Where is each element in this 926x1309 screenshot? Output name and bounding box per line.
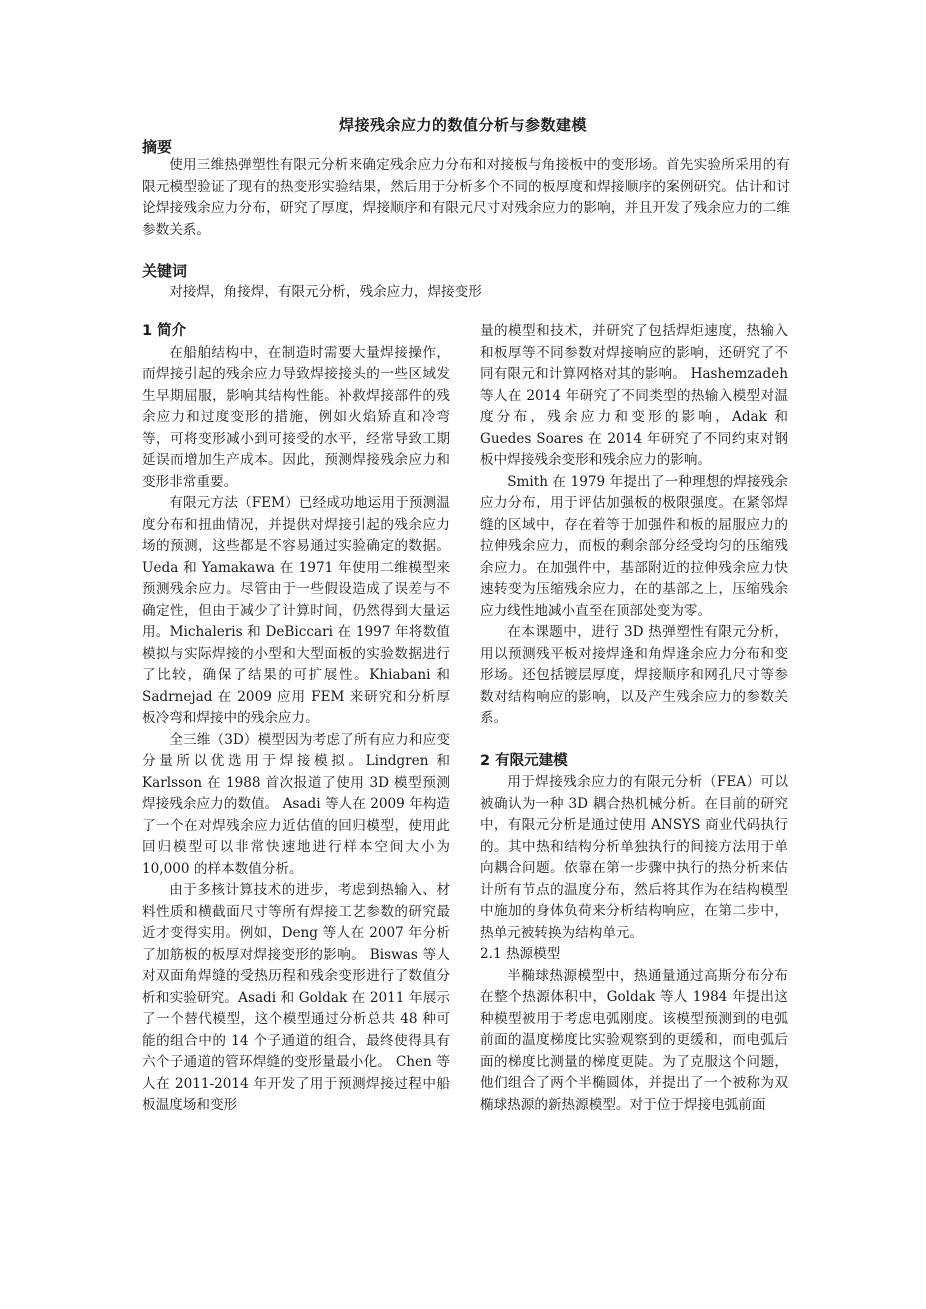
- section1-heading: 1 简介: [142, 323, 187, 339]
- section1-paragraph: 有限元方法（FEM）已经成功地运用于预测温度分布和扭曲情况，并提供对焊接引起的残余应力场的预测，这些都是不容易通过实验确定的数据。 Ueda 和 Yamakawa 在 1971 年使用二维模型来预测残余应力。尽管由于一些假设造成了误差与不确定性，但由于减少了计算时间，仍然得到大量运用。Michaleris 和 DeBiccari 在 1997 年将数值模拟与实际焊接的小型和大型面板的实验数据进行了比较，确保了结果的可扩展性。Khiabani 和 Sadrnejad 在 2009 应用 FEM 来研究和分析厚板冷弯和焊接中的残余应力。: [142, 495, 450, 726]
- right-column: [480, 321, 788, 1116]
- section2-paragraph: 用于焊接残余应力的有限元分析（FEA）可以被确认为一种 3D 耦合热机械分析。在目前的研究中，有限元分析是通过使用 ANSYS 商业代码执行的。其中热和结构分析单独执行的间接方法用于单向耦合问题。依靠在第一步骤中执行的热分析来估计所有节点的温度分布，然后将其作为在结构模型中施加的身体负荷来分析结构响应，在第二步中，热单元被转换为结构单元。: [480, 774, 788, 941]
- section2-heading: 2 有限元建模: [480, 752, 568, 769]
- left-column: [142, 321, 450, 1117]
- abstract-text: 使用三维热弹塑性有限元分析来确定残余应力分布和对接板与角接板中的变形场。首先实验所采用的有限元模型验证了现有的热变形实验结果，然后用于分析多个不同的板厚度和焊接顺序的案例研究。估计和讨论焊接残余应力分布，研究了厚度，焊接顺序和有限元尺寸对残余应力的影响，并且开发了残余应力的二维参数关系。: [142, 157, 790, 238]
- keywords-heading: 关键词: [142, 262, 188, 280]
- section1-paragraph: 全三维（3D）模型因为考虑了所有应力和应变分量所以优选用于焊接模拟。Lindgren 和 Karlsson 在 1988 首次报道了使用 3D 模型预测焊接残余应力的数值。 Asadi 等人在 2009 年构造了一个在对焊残余应力近估值的回归模型，使用此回归模型可以非常快速地进行样本空间大小为 10,000 的样本数值分析。: [142, 731, 450, 877]
- keywords-text: 对接焊，角接焊，有限元分析，残余应力，焊接变形: [169, 284, 482, 300]
- section1-paragraph: Smith 在 1979 年提出了一种理想的焊接残余应力分布，用于评估加强板的极限强度。在紧邻焊缝的区域中，存在着等于加强件和板的屈服应力的拉伸残余应力，而板的剩余部分经受均匀的压缩残余应力。在加强件中，基部附近的拉伸残余应力快速转变为压缩残余应力，在的基部之上，压缩残余应力线性地减小直至在顶部处变为零。: [480, 473, 788, 619]
- section1-paragraph: 由于多核计算技术的进步，考虑到热输入、材料性质和横截面尺寸等所有焊接工艺参数的研究最近才变得实用。例如，Deng 等人在 2007 年分析了加筋板的板厚对焊接变形的影响。 Biswas 等人对双面角焊缝的受热历程和残余变形进行了数值分析和实验研究。Asadi 和 Goldak 在 2011 年展示了一个替代模型，这个模型通过分析总共 48 种可能的组合中的 14 个子通道的组合，最终使得具有六个子通道的管环焊缝的变形量最小化。 Chen 等人在 2011-2014 年开发了用于预测焊接过程中船板温度场和变形: [142, 882, 450, 1113]
- keywords-body: [142, 282, 790, 304]
- paper-title: 焊接残余应力的数值分析与参数建模: [338, 116, 587, 134]
- section1-paragraph: 在本课题中，进行 3D 热弹塑性有限元分析，用以预测残平板对接焊逢和角焊逢余应力分布和变形场。还包括镀层厚度，焊接顺序和网孔尺寸等参数对结构响应的影响，以及产生残余应力的参数关系。: [480, 624, 788, 726]
- section1-paragraph: 在船舶结构中，在制造时需要大量焊接操作，而焊接引起的残余应力导致焊接接头的一些区域发生早期屈服，影响其结构性能。补救焊接部件的残余应力和过度变形的措施，例如火焰矫直和冷弯等，可将变形减小到可接受的水平，经常导致工期延误而增加生产成本。因此，预测焊接残余应力和变形非常重要。: [142, 344, 450, 490]
- subsection-heading: 2.1 热源模型: [480, 946, 561, 962]
- section1-continuation: 量的模型和技术，并研究了包括焊炬速度，热输入和板厚等不同参数对焊接响应的影响，还研究了不同有限元和计算网格对其的影响。 Hashemzadeh 等人在 2014 年研究了不同类型的热输入模型对温度分布，残余应力和变形的影响，Adak 和 Guedes Soares 在 2014 年研究了不同约束对钢板中焊接残余变形和残余应力的影响。: [480, 323, 788, 468]
- abstract-heading: 摘要: [142, 138, 173, 156]
- subsection-paragraph: 半椭球热源模型中，热通量通过高斯分布分布在整个热源体积中，Goldak 等人 1984 年提出这种模型被用于考虑电弧刚度。该模型预测到的电弧前面的温度梯度比实验观察到的更缓和，而电弧后面的梯度比测量的梯度更陡。为了克服这个问题，他们组合了两个半椭圆体，并提出了一个被称为双椭球热源的新热源模型。对于位于焊接电弧前面: [480, 967, 788, 1113]
- abstract-body: [142, 155, 790, 241]
